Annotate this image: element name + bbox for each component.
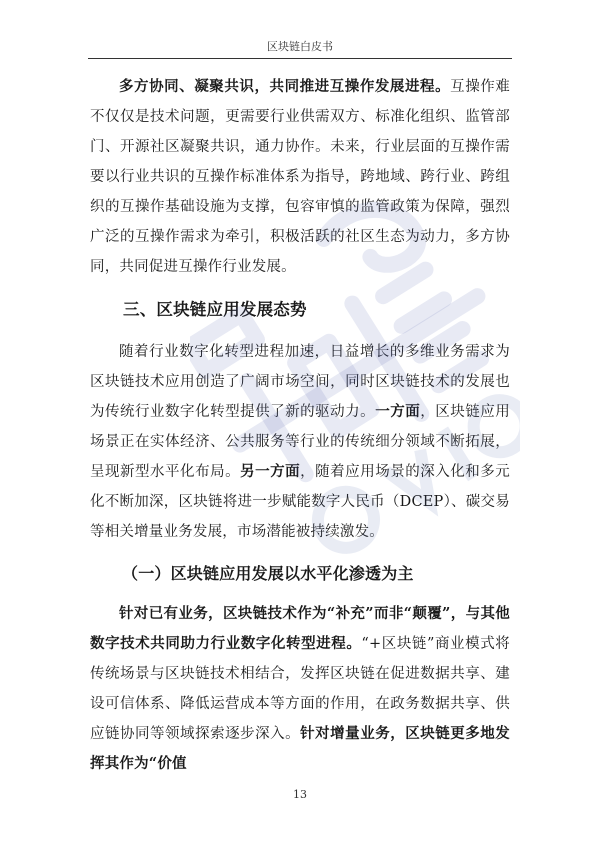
running-header: 区块链白皮书 [267,40,333,53]
subsection-heading: （一）区块链应用发展以水平化渗透为主 [122,564,414,583]
section-heading: 三、区块链应用发展态势 [123,300,307,319]
paragraph-lead-bold: 多方协同、凝聚共识，共同推进互操作发展进程。 [119,78,451,95]
emphasis-on-one-hand: 一方面 [375,403,421,420]
paragraph-trends [90,337,510,547]
paragraph-text: ，区块链应用场景正在实体经济、公共服务等行业的传统细分领域不断拓展，呈现新型水平化布局。 [90,404,510,480]
paragraph-existing-business [90,599,510,779]
paragraph-text: 互操作难不仅仅是技术问题，更需要行业供需双方、标准化组织、监管部门、开源社区凝聚共识，通力协作。未来，行业层面的互操作需要以行业共识的互操作标准体系为指导，跨地域、跨行业、跨组织的互操作基础设施为支撑，包容审慎的监管政策为保障，强烈广泛的互操作需求为牵引，积极活跃的社区生态为动力，多方协同，共同促进互操作行业发展。 [90,79,510,275]
paragraph-lead-bold: 针对已有业务，区块链技术作为“补充”而非“颠覆”，与其他数字技术共同助力行业数字化转型进程。 [90,605,510,652]
emphasis-on-other-hand: 另一方面 [240,463,301,480]
header-rule [88,58,512,59]
paragraph-interoperability [90,72,510,282]
page-number: 13 [293,788,307,801]
paragraph-text: 随着行业数字化转型进程加速，日益增长的多维业务需求为区块链技术应用创造了广阔市场空间，同时区块链技术的发展也为传统行业数字化转型提供了新的驱动力。 [90,344,510,420]
paragraph-trailing-bold: 针对增量业务，区块链更多地发挥其作为“价值 [90,725,510,772]
paragraph-text: “+区块链”商业模式将传统场景与区块链技术相结合，发挥区块链在促进数据共享、建设可信体系、降低运营成本等方面的作用，在政务数据共享、供应链协同等领域探索逐步深入。 [90,636,510,742]
body-content [90,72,510,779]
paragraph-text: ，随着应用场景的深入化和多元化不断加深，区块链将进一步赋能数字人民币（DCEP）、碳交易等相关增量业务发展，市场潜能被持续激发。 [90,464,510,540]
